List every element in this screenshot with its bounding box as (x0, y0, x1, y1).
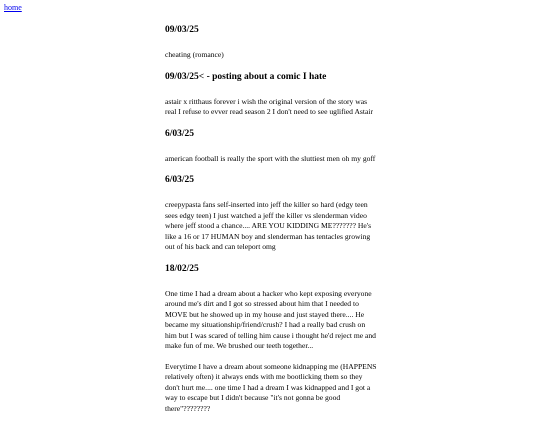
entry-text: creepypasta fans self-inserted into jeff the killer so hard (edgy teen sees edgy teen) I just watched a jeff the killer vs slenderman video where jeff stood a chance.... ARE YOU KIDDING ME??????? He's like a 16 or 17 HUMAN boy and slenderman has tentacles growing out of his back and can teleport omg (165, 200, 372, 251)
entry-title: 18/02/25 (165, 263, 199, 274)
blog-entry (165, 263, 377, 415)
entry-text: cheating (romance) (165, 50, 224, 59)
entry-text: american football is really the sport with the sluttiest men oh my goff (165, 153, 376, 163)
blog-entry (165, 24, 377, 61)
blog-content (165, 18, 377, 424)
blog-entry (165, 174, 377, 253)
entry-text: Everytime I have a dream about someone kidnapping me (HAPPENS relatively often) it always ends with me bootlicking them so they don't hurt me.... one time I had a dream I was kidnapped and I got a way to escape but I didn't because "it's not gonna be good there"???????? (165, 361, 377, 413)
blog-entry (165, 128, 377, 165)
entry-title: 09/03/25< - posting about a comic I hate (165, 71, 327, 82)
blog-entry (165, 71, 377, 118)
entry-text: astair x ritthaus forever i wish the original version of the story was real I refuse to evver read season 2 I don't need to see uglified Astair (165, 96, 374, 116)
entry-text: One time I had a dream about a hacker who kept exposing everyone around me's dirt and I got so stressed about him that I needed to MOVE but he showed up in my house and just stayed there.... He became my situationship/friend/crush? I had a really bad crush on him but I was scared of telling him cause i thought he'd reject me and make fun of me. We brushed our teeth together... (165, 288, 376, 350)
entry-title: 6/03/25 (165, 128, 195, 139)
entry-title: 6/03/25 (165, 175, 195, 185)
entry-title: 09/03/25 (165, 25, 199, 35)
home-link[interactable]: home (4, 3, 22, 12)
